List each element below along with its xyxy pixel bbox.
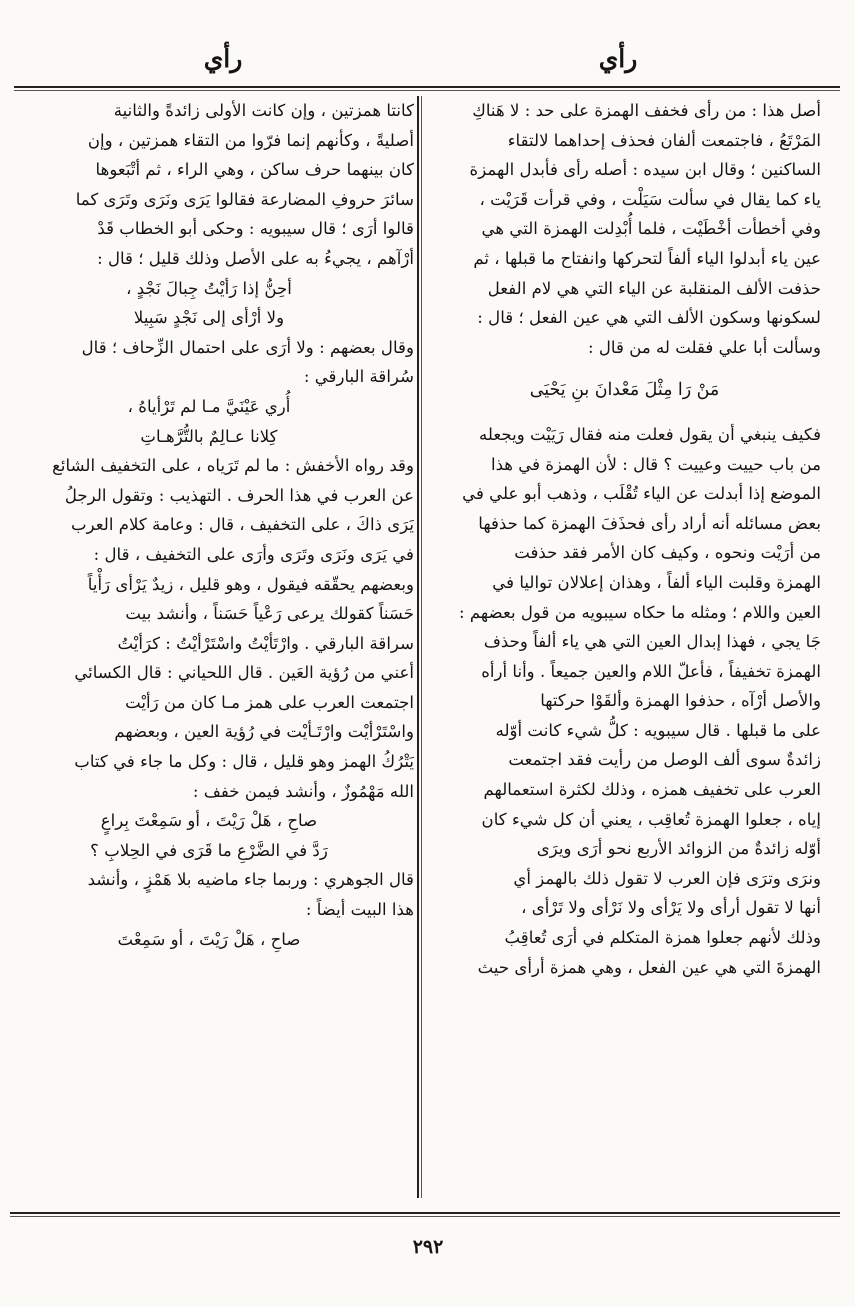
- text-line: المَرْتَعُ ، فاجتمعت ألفان فحذف إحداهما لالتقاء: [507, 130, 821, 150]
- text-line: الهمزة وقلبت الياء ألفاً ، وهذان إعلالان تواليا في: [492, 572, 821, 592]
- text-line: عن العرب في هذا الحرف . التهذيب : وتقول الرجلُ: [64, 485, 414, 505]
- verse-line: صاحِ ، هَلْ رَيْتَ ، أو سَمِعْتَ بِراعٍ: [100, 811, 318, 831]
- verse-line: ولا أرْأى إلى نَجْدٍ سَبِيلا: [133, 308, 285, 328]
- text-line: الله مَهْمُوزٌ ، وأنشد فيمن خفف :: [192, 781, 414, 801]
- text-line: الساكنين ؛ وقال ابن سيده : أصله رأى فأبدل الهمزة: [469, 160, 821, 180]
- text-line: يَتْرُكُ الهمز وهو قليل ، قال : وكل ما جاء في كتاب: [74, 752, 414, 772]
- text-line: أصل هذا : من رأى فخفف الهمزة على حد : لا هَناكِ: [472, 101, 821, 120]
- text-line: إياه ، جعلوا الهمزة تُعاقِب ، يعني أن كل شيء كان: [481, 809, 821, 829]
- text-line: واسْتَرْأيْت وارْتَـأيْت في رُؤية العين ، وبعضهم: [114, 722, 414, 742]
- text-line: أرْآهم ، يجيءُ به على الأصل وذلك قليل ؛ قال :: [97, 248, 414, 268]
- column-divider-thin: [421, 96, 422, 1198]
- text-line: والأصل أرْآه ، حذفوا الهمزة وألقَوْا حركتها: [540, 691, 821, 711]
- verse-line: مَنْ رَا مِثْلَ مَعْدانَ بنِ يَحْيَى: [529, 380, 720, 401]
- text-line: هذا البيت أيضاً :: [305, 900, 414, 920]
- text-line: اجتمعت العرب على همز مـا كان من رَأيْت: [125, 692, 414, 712]
- text-line: ياء كما يقال في سألت سَيَلْت ، وفي قرأت قَرَيْت ،: [479, 189, 821, 209]
- page-number: ٢٩٢: [412, 1236, 444, 1258]
- header-rule: [14, 86, 840, 88]
- verse-line: أُري عَيْنَيَّ مـا لم تَرْأياهُ ،: [127, 396, 291, 416]
- text-line: زائدةٌ سوى ألف الوصل من رأيت فقد اجتمعت: [508, 750, 821, 770]
- text-line: وقال بعضهم : ولا أرَى على احتمال الزِّحاف ؛ قال: [81, 337, 414, 357]
- text-line: سائرَ حروفِ المضارعة فقالوا يَرَى ونَرَى وتَرَى كما: [75, 189, 414, 209]
- text-line: أصليةً ، وكأنهم إنما فرّوا من التقاء همزتين ، وإن: [87, 130, 414, 150]
- text-line: كانتا همزتين ، وإن كانت الأولى زائدةً والثانية: [113, 101, 414, 120]
- text-line: فكيف ينبغي أن يقول فعلت منه فقال رَيَيْت ويجعله: [478, 424, 821, 444]
- footer-rule: [10, 1212, 840, 1214]
- header-rule-thin: [14, 90, 840, 91]
- verse-line: كِلانا عـالِمٌ بالتُّرَّهـاتِ: [140, 426, 278, 446]
- left-column: [4, 96, 414, 1198]
- text-line: الهمزة تخفيفاً ، فأعلّ اللام والعين جميعاً . وأنا أرأه: [481, 661, 821, 681]
- verse-line: رَدَّ في الضَّرْعِ ما قَرَى في الحِلابِ ؟: [90, 840, 328, 860]
- text-line: الموضع إذا أبدلت عن الياء تُقْلَب ، وذهب أبو علي في: [462, 484, 821, 504]
- text-line: قال الجوهري : وربما جاء ماضيه بلا هَمْزٍ ، وأنشد: [87, 870, 414, 890]
- right-column: [428, 96, 821, 1198]
- verse-line: أحِنُّ إذا رَأيْتُ جِبالَ نَجْدٍ ،: [126, 278, 292, 298]
- text-line: جَا يجي ، فهذا إبدال العين التي هي ياء ألفاً وحذف: [483, 632, 821, 652]
- text-line: العين واللام ؛ ومثله ما حكاه سيبويه من قول بعضهم :: [459, 602, 821, 622]
- text-line: يَرَى ذاكَ ، على التخفيف ، قال : وعامة كلام العرب: [71, 515, 414, 535]
- text-line: أعني من رُؤية العَين . قال اللحياني : قال الكسائي: [74, 663, 414, 683]
- text-line: أنها لا تقول أرأى ولا يَرْأى ولا نَرْأى ولا تَرْأى ،: [521, 898, 821, 918]
- text-line: ونرَى وترَى فإن العرب لا تقول ذلك بالهمز أي: [513, 868, 821, 888]
- column-divider: [417, 96, 419, 1198]
- footer-rule-thin: [10, 1216, 840, 1217]
- text-line: وبعضهم يحقّقه فيقول ، وهو قليل ، زيدٌ يَرْأى رَأْياً: [87, 574, 414, 594]
- text-line: العرب على تخفيف همزه ، وذلك لكثرة استعمالهم: [483, 780, 821, 800]
- text-line: الهمزةَ التي هي عين الفعل ، وهي همزة أرأى حيث: [477, 957, 821, 977]
- text-line: وفي أخطأت أخْطَيْت ، فلما أُبْدِلت الهمزة التي هي: [481, 219, 821, 239]
- text-line: وقد رواه الأخفش : ما لم تَرَياه ، على التخفيف الشائع: [52, 456, 414, 476]
- text-line: قالوا أرَى ؛ قال سيبويه : وحكى أبو الخطاب قَدْ: [97, 219, 414, 239]
- text-line: حَسَناً كقولك يرعى رَعْياً حَسَناً ، وأنشد بيت: [125, 604, 414, 624]
- header-word-right: رأي: [598, 44, 638, 73]
- text-line: بعض مسائله أنه أراد رأى فحذَفَ الهمزة كما حذفها: [478, 513, 821, 533]
- text-line: حذفت الألف المنقلبة عن الياء التي هي لام الفعل: [487, 278, 821, 298]
- header-word-left: رأي: [203, 44, 243, 73]
- text-line: عين ياء أبدلوا الياء ألفاً لتحركها وانفتاح ما قبلها ، ثم: [473, 248, 821, 268]
- text-line: من باب حييت وعييت ؟ قال : لأن الهمزة في هذا: [490, 454, 821, 474]
- text-line: لسكونها وسكون الألف التي هي عين الفعل ؛ قال :: [477, 308, 821, 328]
- verse-line: صاحِ ، هَلْ رَيْتَ ، أو سَمِعْتَ: [117, 929, 301, 949]
- text-line: في يَرَى ونَرَى وتَرَى وأرَى على التخفيف ، قال :: [93, 544, 414, 564]
- text-line: سراقة البارقي . وارْتَأيْتُ واسْتَرْأيْتُ : كرَأيْتُ: [117, 633, 414, 653]
- text-line: كان بينهما حرف ساكن ، وهي الراء ، ثم أتْبَعوها: [95, 160, 414, 180]
- text-line: على ما قبلها . قال سيبويه : كلُّ شيء كانت أوّله: [495, 720, 821, 740]
- text-line: سُراقة البارقي :: [303, 367, 414, 387]
- text-line: وذلك لأنهم جعلوا همزة المتكلم في أرَى تُعاقِبُ: [504, 928, 821, 948]
- text-line: من أرَيْت ونحوه ، وكيف كان الأمر فقد حذفت: [514, 543, 821, 563]
- text-line: وسألت أبا علي فقلت له من قال :: [588, 337, 821, 357]
- text-line: أوّله زائدةٌ من الزوائد الأربع نحو أرَى ويرَى: [536, 839, 821, 859]
